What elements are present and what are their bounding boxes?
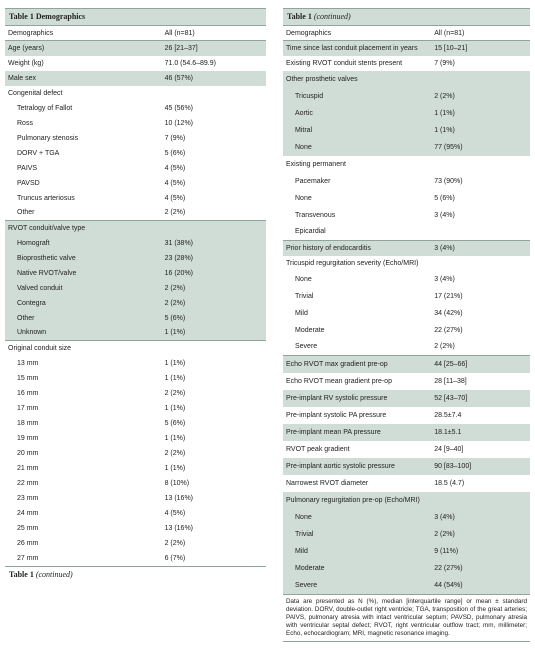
row-label: 21 mm xyxy=(5,461,162,476)
row-label: Severe xyxy=(283,577,431,594)
row-value: 13 (16%) xyxy=(162,521,266,536)
row-label: Native RVOT/valve xyxy=(5,266,162,281)
table-row xyxy=(5,506,266,521)
row-value: 1 (1%) xyxy=(162,401,266,416)
row-value: 1 (1%) xyxy=(162,431,266,446)
table-row xyxy=(5,536,266,551)
row-label: Pre-implant mean PA pressure xyxy=(283,424,431,441)
row-label: None xyxy=(283,139,431,156)
row-label: Pulmonary regurgitation pre-op (Echo/MRI) xyxy=(283,492,431,509)
row-value: 5 (6%) xyxy=(162,416,266,431)
table-row xyxy=(283,190,530,207)
row-label: Existing permanent xyxy=(283,156,431,173)
row-label: 22 mm xyxy=(5,476,162,491)
row-label: PAIVS xyxy=(5,161,162,176)
row-value: 18.1±5.1 xyxy=(431,424,530,441)
row-value: 31 (38%) xyxy=(162,236,266,251)
row-label: Moderate xyxy=(283,322,431,339)
table-row xyxy=(5,431,266,446)
table-row xyxy=(283,424,530,441)
row-value xyxy=(162,86,266,101)
caption-italic: (continued) xyxy=(313,12,351,21)
row-value: 90 [83–100] xyxy=(431,458,530,475)
table-row xyxy=(283,224,530,241)
table-footnote: Data are presented as N (%), median [interquartile range] or mean ± standard deviation. DORV, double-outlet right ventricle; TGA, transposition of the great arteries; PAIVS, pulmonary atresia with intact ventricular septum; PAVSD, pulmonary atresia with ventricular septal defect; RVOT, right ventricular outflow tract; mm, millimeter; Echo, echocardiogram; MRI, magnetic resonance imaging. xyxy=(283,594,530,642)
table-row xyxy=(283,441,530,458)
header-label: Demographics xyxy=(5,26,162,41)
table-row xyxy=(283,288,530,305)
row-value: 1 (1%) xyxy=(162,461,266,476)
table-row xyxy=(5,476,266,491)
table-row xyxy=(5,401,266,416)
row-value: 28 [11–38] xyxy=(431,373,530,390)
table-row xyxy=(283,139,530,156)
row-value xyxy=(431,492,530,509)
table-header-row xyxy=(283,26,530,41)
row-value xyxy=(431,156,530,173)
row-label: Mild xyxy=(283,305,431,322)
table-row xyxy=(5,221,266,236)
row-label: Contegra xyxy=(5,296,162,311)
row-value: 15 [10–21] xyxy=(431,41,530,56)
row-value: 7 (9%) xyxy=(431,56,530,71)
table-row xyxy=(5,266,266,281)
row-label: Prior history of endocarditis xyxy=(283,241,431,256)
left-table-panel xyxy=(5,8,266,582)
row-label: Echo RVOT max gradient pre-op xyxy=(283,356,431,373)
row-value: 5 (6%) xyxy=(431,190,530,207)
table-row xyxy=(5,41,266,56)
table-row xyxy=(283,71,530,88)
table-row xyxy=(283,256,530,271)
row-label: 23 mm xyxy=(5,491,162,506)
row-label: Moderate xyxy=(283,560,431,577)
table-row xyxy=(283,105,530,122)
row-value: 17 (21%) xyxy=(431,288,530,305)
row-value: 23 (28%) xyxy=(162,251,266,266)
row-value: 77 (95%) xyxy=(431,139,530,156)
table-row xyxy=(283,122,530,139)
row-label: Unknown xyxy=(5,326,162,341)
row-label: Trivial xyxy=(283,288,431,305)
table-row xyxy=(5,206,266,221)
row-label: Age (years) xyxy=(5,41,162,56)
table-row xyxy=(5,86,266,101)
table-row xyxy=(283,339,530,356)
row-value: 73 (90%) xyxy=(431,173,530,190)
table-row xyxy=(283,271,530,288)
table-row xyxy=(283,543,530,560)
row-value: 2 (2%) xyxy=(431,88,530,105)
row-label: Severe xyxy=(283,339,431,356)
table-row xyxy=(5,386,266,401)
row-label: Transvenous xyxy=(283,207,431,224)
row-value: 6 (7%) xyxy=(162,551,266,566)
row-value: 4 (5%) xyxy=(162,161,266,176)
table-row xyxy=(283,356,530,373)
row-value: 2 (2%) xyxy=(162,296,266,311)
row-label: 16 mm xyxy=(5,386,162,401)
row-value: 7 (9%) xyxy=(162,131,266,146)
row-label: 24 mm xyxy=(5,506,162,521)
caption-bold: Table 1 xyxy=(287,12,312,21)
row-label: Tricuspid regurgitation severity (Echo/MRI) xyxy=(283,256,431,271)
row-label: RVOT conduit/valve type xyxy=(5,221,162,236)
row-value: 2 (2%) xyxy=(431,526,530,543)
row-label: Valved conduit xyxy=(5,281,162,296)
row-value: 13 (16%) xyxy=(162,491,266,506)
table-row xyxy=(5,191,266,206)
row-value: 2 (2%) xyxy=(162,386,266,401)
row-label: RVOT peak gradient xyxy=(283,441,431,458)
table-row xyxy=(283,475,530,492)
table-row xyxy=(5,341,266,356)
row-value: 2 (2%) xyxy=(162,536,266,551)
table-row xyxy=(5,416,266,431)
row-label: 13 mm xyxy=(5,356,162,371)
table-row xyxy=(283,492,530,509)
row-value: 52 [43–70] xyxy=(431,390,530,407)
table-row xyxy=(5,356,266,371)
row-value: 34 (42%) xyxy=(431,305,530,322)
row-label: Pre-implant aortic systolic pressure xyxy=(283,458,431,475)
row-value: 2 (2%) xyxy=(162,281,266,296)
demographics-table-right xyxy=(283,25,530,594)
table-row xyxy=(283,560,530,577)
table-row xyxy=(283,526,530,543)
table-row xyxy=(5,461,266,476)
row-value: 5 (6%) xyxy=(162,146,266,161)
table-row xyxy=(5,251,266,266)
row-label: Existing RVOT conduit stents present xyxy=(283,56,431,71)
table-row xyxy=(5,281,266,296)
row-value: 22 (27%) xyxy=(431,560,530,577)
row-value: 16 (20%) xyxy=(162,266,266,281)
table-row xyxy=(283,509,530,526)
row-label: Other xyxy=(5,311,162,326)
table-row xyxy=(5,116,266,131)
table-row xyxy=(283,173,530,190)
row-label: None xyxy=(283,509,431,526)
row-value: 9 (11%) xyxy=(431,543,530,560)
right-table-panel xyxy=(283,8,530,642)
table-row xyxy=(5,551,266,566)
row-value: 26 [21–37] xyxy=(162,41,266,56)
row-label: Congenital defect xyxy=(5,86,162,101)
table-row xyxy=(5,131,266,146)
table-row xyxy=(5,176,266,191)
table-row xyxy=(5,371,266,386)
row-value xyxy=(162,341,266,356)
row-value: 3 (4%) xyxy=(431,509,530,526)
row-label: Truncus arteriosus xyxy=(5,191,162,206)
row-value: 5 (6%) xyxy=(162,311,266,326)
row-value: 2 (2%) xyxy=(162,206,266,221)
table-row xyxy=(283,407,530,424)
table-row xyxy=(5,56,266,71)
row-label: Echo RVOT mean gradient pre-op xyxy=(283,373,431,390)
table-row xyxy=(283,577,530,594)
row-label: Aortic xyxy=(283,105,431,122)
row-value: 1 (1%) xyxy=(162,356,266,371)
row-label: Trivial xyxy=(283,526,431,543)
continued-caption-italic: (continued) xyxy=(35,569,73,579)
row-value: 44 [25–66] xyxy=(431,356,530,373)
table-row xyxy=(283,241,530,256)
row-value: 3 (4%) xyxy=(431,271,530,288)
table-row xyxy=(5,146,266,161)
table-row xyxy=(283,41,530,56)
row-value: 71.0 (54.6–89.9) xyxy=(162,56,266,71)
row-label: None xyxy=(283,271,431,288)
table-row xyxy=(5,296,266,311)
row-value: 4 (5%) xyxy=(162,191,266,206)
row-value: 1 (1%) xyxy=(162,326,266,341)
row-value: 2 (2%) xyxy=(431,339,530,356)
table-row xyxy=(283,322,530,339)
row-value: 22 (27%) xyxy=(431,322,530,339)
table-row xyxy=(283,56,530,71)
table-row xyxy=(283,305,530,322)
table-row xyxy=(5,326,266,341)
row-label: Pulmonary stenosis xyxy=(5,131,162,146)
table-row xyxy=(283,458,530,475)
row-value xyxy=(431,224,530,241)
row-label: Pacemaker xyxy=(283,173,431,190)
row-label: Other prosthetic valves xyxy=(283,71,431,88)
row-label: 18 mm xyxy=(5,416,162,431)
table-row xyxy=(5,101,266,116)
header-value: All (n=81) xyxy=(431,26,530,41)
row-label: Time since last conduit placement in years xyxy=(283,41,431,56)
row-label: Original conduit size xyxy=(5,341,162,356)
row-value: 3 (4%) xyxy=(431,241,530,256)
row-label: Pre-implant systolic PA pressure xyxy=(283,407,431,424)
row-value: 4 (5%) xyxy=(162,176,266,191)
table-row xyxy=(283,156,530,173)
row-value: 8 (10%) xyxy=(162,476,266,491)
row-value xyxy=(431,71,530,88)
table-row xyxy=(5,491,266,506)
row-label: Mitral xyxy=(283,122,431,139)
table-caption: Table 1 Demographics xyxy=(5,8,266,25)
row-label: Other xyxy=(5,206,162,221)
row-value: 28.5±7.4 xyxy=(431,407,530,424)
table-row xyxy=(283,373,530,390)
demographics-table-left xyxy=(5,25,266,566)
row-label: 19 mm xyxy=(5,431,162,446)
row-label: Male sex xyxy=(5,71,162,86)
row-label: None xyxy=(283,190,431,207)
table-row xyxy=(5,71,266,86)
row-value: 46 (57%) xyxy=(162,71,266,86)
table-row xyxy=(5,161,266,176)
row-label: DORV + TGA xyxy=(5,146,162,161)
row-value: 4 (5%) xyxy=(162,506,266,521)
row-label: Epicardial xyxy=(283,224,431,241)
row-value: 1 (1%) xyxy=(162,371,266,386)
row-label: Tetralogy of Fallot xyxy=(5,101,162,116)
row-label: Mild xyxy=(283,543,431,560)
row-label: Weight (kg) xyxy=(5,56,162,71)
row-label: 20 mm xyxy=(5,446,162,461)
row-value: 10 (12%) xyxy=(162,116,266,131)
row-value: 45 (56%) xyxy=(162,101,266,116)
row-label: 25 mm xyxy=(5,521,162,536)
table-row xyxy=(5,521,266,536)
row-label: 15 mm xyxy=(5,371,162,386)
continued-caption xyxy=(5,566,266,582)
row-value: 24 [9–40] xyxy=(431,441,530,458)
row-label: Narrowest RVOT diameter xyxy=(283,475,431,492)
row-value: 1 (1%) xyxy=(431,122,530,139)
row-value: 44 (54%) xyxy=(431,577,530,594)
row-label: 17 mm xyxy=(5,401,162,416)
table-row xyxy=(283,88,530,105)
table-row xyxy=(283,390,530,407)
row-value xyxy=(431,256,530,271)
row-value: 2 (2%) xyxy=(162,446,266,461)
row-value xyxy=(162,221,266,236)
table-row xyxy=(5,446,266,461)
row-label: Ross xyxy=(5,116,162,131)
table-row xyxy=(5,236,266,251)
row-value: 18.5 (4.7) xyxy=(431,475,530,492)
row-value: 3 (4%) xyxy=(431,207,530,224)
table-header-row xyxy=(5,26,266,41)
row-value: 1 (1%) xyxy=(431,105,530,122)
row-label: Homograft xyxy=(5,236,162,251)
row-label: Pre-implant RV systolic pressure xyxy=(283,390,431,407)
row-label: PAVSD xyxy=(5,176,162,191)
row-label: Bioprosthetic valve xyxy=(5,251,162,266)
row-label: 27 mm xyxy=(5,551,162,566)
header-value: All (n=81) xyxy=(162,26,266,41)
row-label: 26 mm xyxy=(5,536,162,551)
table-row xyxy=(283,207,530,224)
table-caption-continued xyxy=(283,8,530,25)
row-label: Tricuspid xyxy=(283,88,431,105)
continued-caption-bold: Table 1 xyxy=(9,569,34,579)
table-row xyxy=(5,311,266,326)
header-label: Demographics xyxy=(283,26,431,41)
